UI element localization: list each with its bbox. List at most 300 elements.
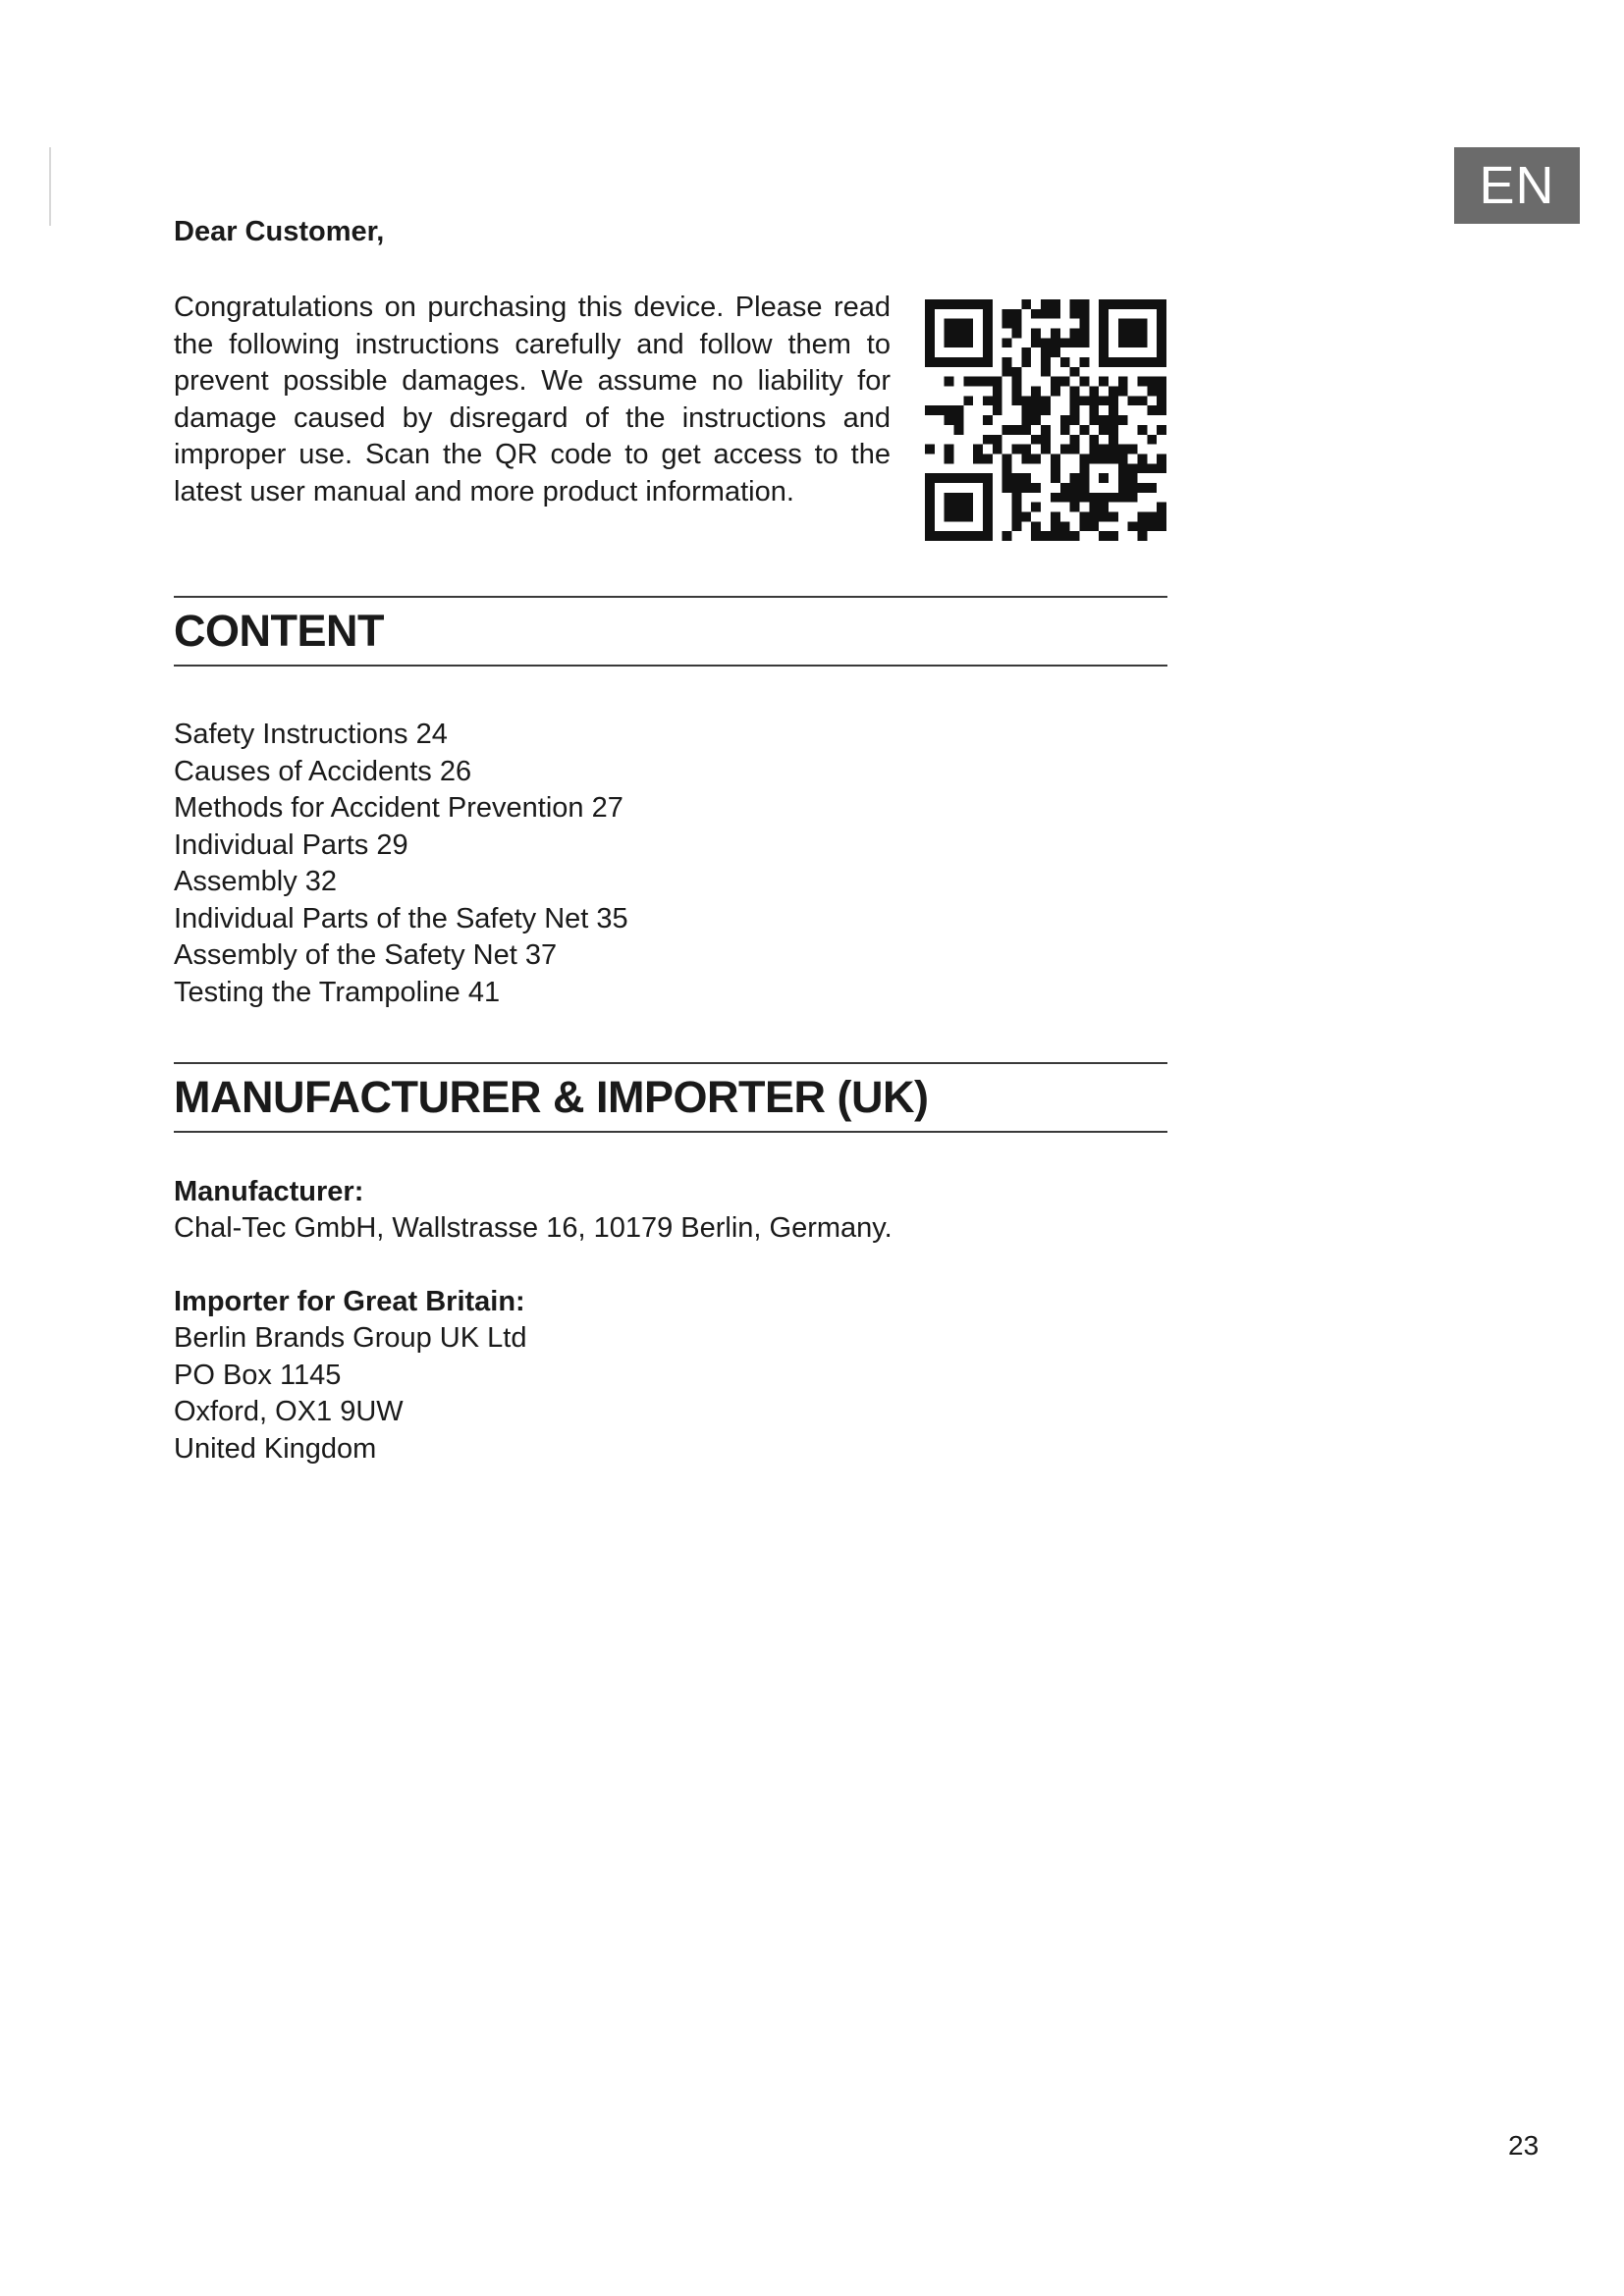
qr-module — [945, 415, 954, 425]
qr-module — [983, 396, 993, 405]
qr-module — [1060, 521, 1070, 531]
qr-module — [1079, 454, 1089, 463]
qr-module — [973, 357, 983, 367]
qr-module — [935, 357, 945, 367]
qr-module — [945, 454, 954, 463]
qr-module — [1089, 396, 1099, 405]
qr-module — [1109, 511, 1118, 521]
qr-module — [963, 531, 973, 541]
qr-module — [1137, 531, 1147, 541]
qr-module — [1128, 338, 1138, 347]
qr-module — [1157, 329, 1166, 339]
qr-module — [945, 511, 954, 521]
qr-module — [1157, 521, 1166, 531]
qr-module — [1021, 396, 1031, 405]
qr-module — [963, 338, 973, 347]
qr-module — [1051, 377, 1060, 387]
qr-module — [935, 405, 945, 415]
qr-module — [945, 377, 954, 387]
content-rule-top — [174, 596, 1167, 598]
importer-address-line: United Kingdom — [174, 1432, 377, 1465]
qr-module — [1099, 357, 1109, 367]
qr-module — [1118, 329, 1128, 339]
qr-module — [1118, 454, 1128, 463]
qr-module — [973, 445, 983, 454]
qr-module — [1021, 454, 1031, 463]
qr-module — [1109, 445, 1118, 454]
qr-module — [1118, 463, 1128, 473]
qr-module — [1079, 493, 1089, 503]
qr-module — [1031, 454, 1041, 463]
qr-module — [1137, 338, 1147, 347]
qr-module — [983, 415, 993, 425]
qr-module — [1021, 299, 1031, 309]
toc-item: Methods for Accident Prevention 27 — [174, 792, 623, 824]
qr-module — [1099, 415, 1109, 425]
qr-module — [1031, 415, 1041, 425]
qr-module — [1012, 521, 1022, 531]
qr-module — [1099, 531, 1109, 541]
qr-module — [925, 531, 935, 541]
qr-module — [1157, 396, 1166, 405]
qr-module — [1079, 309, 1089, 319]
qr-module — [963, 329, 973, 339]
qr-module — [954, 329, 964, 339]
qr-module — [1118, 483, 1128, 493]
qr-module — [1012, 329, 1022, 339]
qr-module — [1109, 454, 1118, 463]
qr-module — [983, 435, 993, 445]
qr-module — [1070, 503, 1080, 512]
greeting: Dear Customer, — [174, 216, 385, 247]
qr-module — [925, 521, 935, 531]
qr-module — [1099, 396, 1109, 405]
qr-module — [1089, 511, 1099, 521]
qr-module — [1002, 483, 1012, 493]
qr-module — [1118, 319, 1128, 329]
qr-module — [1157, 425, 1166, 435]
qr-module — [1099, 319, 1109, 329]
qr-module — [1099, 425, 1109, 435]
qr-module — [1070, 309, 1080, 319]
qr-module — [1079, 396, 1089, 405]
qr-module — [1012, 367, 1022, 377]
qr-module — [1012, 503, 1022, 512]
qr-module — [945, 329, 954, 339]
qr-module — [925, 405, 935, 415]
qr-module — [1070, 396, 1080, 405]
qr-module — [1118, 473, 1128, 483]
qr-module — [1089, 387, 1099, 397]
qr-module — [1099, 338, 1109, 347]
qr-module — [945, 531, 954, 541]
toc-item: Safety Instructions 24 — [174, 719, 448, 750]
qr-module — [1147, 387, 1157, 397]
qr-module — [1041, 396, 1051, 405]
qr-module — [1157, 503, 1166, 512]
qr-module — [1012, 511, 1022, 521]
qr-module — [1051, 299, 1060, 309]
qr-module — [1137, 357, 1147, 367]
qr-module — [993, 405, 1002, 415]
qr-module — [1070, 435, 1080, 445]
qr-module — [1021, 425, 1031, 435]
page-margin-line — [49, 147, 51, 226]
qr-module — [1157, 347, 1166, 357]
qr-module — [1070, 329, 1080, 339]
qr-module — [1118, 338, 1128, 347]
qr-module — [1070, 493, 1080, 503]
importer-label: Importer for Great Britain: — [174, 1286, 525, 1317]
qr-module — [1079, 473, 1089, 483]
qr-module — [1070, 445, 1080, 454]
qr-module — [1137, 511, 1147, 521]
qr-module — [973, 531, 983, 541]
qr-module — [1157, 309, 1166, 319]
qr-module — [954, 531, 964, 541]
qr-module — [1147, 357, 1157, 367]
qr-module — [983, 347, 993, 357]
qr-module — [1031, 387, 1041, 397]
toc-item: Assembly 32 — [174, 866, 338, 897]
qr-module — [1021, 347, 1031, 357]
qr-module — [983, 473, 993, 483]
qr-module — [963, 319, 973, 329]
qr-module — [1031, 338, 1041, 347]
qr-module — [954, 338, 964, 347]
qr-module — [1137, 454, 1147, 463]
qr-module — [1089, 503, 1099, 512]
qr-module — [1147, 299, 1157, 309]
qr-module — [983, 454, 993, 463]
qr-module — [1137, 521, 1147, 531]
qr-module — [954, 503, 964, 512]
qr-module — [1089, 445, 1099, 454]
qr-module — [983, 309, 993, 319]
intro-paragraph: Congratulations on purchasing this device. Please read the following instructions carefully and follow them to prevent possible damages. We assume no liability for damage caused by disregard of the instructions and improper use. Scan the QR code to get access to the latest user manual and more product information. — [174, 292, 891, 507]
qr-module — [1002, 531, 1012, 541]
qr-module — [1031, 521, 1041, 531]
qr-module — [1041, 309, 1051, 319]
table-of-contents — [174, 717, 628, 1011]
qr-module — [1031, 396, 1041, 405]
importer-address-line: PO Box 1145 — [174, 1359, 342, 1391]
qr-module — [1079, 299, 1089, 309]
qr-module — [925, 319, 935, 329]
qr-module — [1002, 309, 1012, 319]
qr-module — [925, 338, 935, 347]
qr-module — [1021, 357, 1031, 367]
qr-module — [1079, 425, 1089, 435]
qr-module — [935, 299, 945, 309]
qr-module — [1147, 521, 1157, 531]
qr-module — [954, 473, 964, 483]
qr-module — [935, 531, 945, 541]
toc-item: Assembly of the Safety Net 37 — [174, 939, 558, 971]
qr-module — [1128, 299, 1138, 309]
qr-module — [983, 503, 993, 512]
qr-module — [1041, 425, 1051, 435]
qr-module — [1147, 377, 1157, 387]
qr-module — [1051, 309, 1060, 319]
qr-module — [1089, 493, 1099, 503]
qr-module — [1099, 299, 1109, 309]
qr-module — [1128, 319, 1138, 329]
qr-module — [945, 357, 954, 367]
qr-module — [1079, 511, 1089, 521]
qr-module — [993, 445, 1002, 454]
qr-module — [945, 445, 954, 454]
qr-module — [1041, 531, 1051, 541]
qr-module — [1060, 483, 1070, 493]
qr-module — [1079, 338, 1089, 347]
qr-module — [1118, 415, 1128, 425]
qr-module — [1079, 357, 1089, 367]
qr-module — [1012, 396, 1022, 405]
qr-module — [983, 319, 993, 329]
qr-module — [1002, 338, 1012, 347]
qr-module — [1002, 357, 1012, 367]
qr-module — [1070, 338, 1080, 347]
qr-module — [1099, 493, 1109, 503]
qr-module — [1021, 483, 1031, 493]
qr-module — [1118, 357, 1128, 367]
qr-module — [1137, 483, 1147, 493]
qr-module — [1157, 454, 1166, 463]
qr-module — [935, 473, 945, 483]
qr-module — [1137, 377, 1147, 387]
qr-module — [973, 299, 983, 309]
qr-module — [1041, 299, 1051, 309]
qr-module — [1021, 473, 1031, 483]
importer-address-line: Oxford, OX1 9UW — [174, 1396, 404, 1427]
qr-module — [1099, 309, 1109, 319]
qr-module — [1002, 473, 1012, 483]
qr-module — [1002, 425, 1012, 435]
qr-module — [1128, 396, 1138, 405]
qr-module — [1079, 463, 1089, 473]
qr-module — [1157, 511, 1166, 521]
qr-module — [1118, 299, 1128, 309]
qr-module — [1109, 493, 1118, 503]
qr-module — [945, 493, 954, 503]
qr-module — [963, 511, 973, 521]
qr-module — [1099, 503, 1109, 512]
qr-module — [1157, 357, 1166, 367]
qr-module — [1070, 473, 1080, 483]
qr-module — [925, 357, 935, 367]
qr-module — [993, 387, 1002, 397]
qr-module — [1051, 473, 1060, 483]
qr-module — [1128, 473, 1138, 483]
qr-module — [1012, 387, 1022, 397]
qr-module — [1089, 521, 1099, 531]
qr-module — [1051, 531, 1060, 541]
page-number: 23 — [1508, 2130, 1540, 2161]
qr-module — [1021, 511, 1031, 521]
qr-module — [1012, 425, 1022, 435]
qr-module — [1031, 435, 1041, 445]
qr-module — [1099, 347, 1109, 357]
qr-module — [1137, 396, 1147, 405]
qr-module — [963, 473, 973, 483]
importer-address — [174, 1320, 526, 1468]
content-rule-bottom — [174, 665, 1167, 667]
qr-module — [945, 299, 954, 309]
qr-module — [1051, 511, 1060, 521]
qr-module — [1118, 493, 1128, 503]
toc-item: Testing the Trampoline 41 — [174, 976, 501, 1008]
qr-module — [1012, 493, 1022, 503]
qr-module — [1041, 445, 1051, 454]
qr-module — [1051, 347, 1060, 357]
qr-module — [1099, 445, 1109, 454]
qr-module — [1137, 463, 1147, 473]
qr-module — [1109, 357, 1118, 367]
qr-module — [1051, 338, 1060, 347]
qr-module — [1079, 319, 1089, 329]
qr-module — [925, 473, 935, 483]
qr-module — [1147, 511, 1157, 521]
qr-module — [973, 454, 983, 463]
qr-module — [1031, 503, 1041, 512]
qr-module — [1060, 493, 1070, 503]
qr-module — [954, 493, 964, 503]
qr-module — [1031, 531, 1041, 541]
qr-module — [983, 483, 993, 493]
toc-item: Causes of Accidents 26 — [174, 755, 472, 787]
qr-module — [993, 435, 1002, 445]
qr-module — [1002, 454, 1012, 463]
qr-module — [945, 319, 954, 329]
qr-module — [1109, 396, 1118, 405]
manufacturer-rule-bottom — [174, 1131, 1167, 1133]
qr-module — [1118, 377, 1128, 387]
qr-module — [963, 396, 973, 405]
qr-module — [1060, 357, 1070, 367]
qr-module — [1128, 357, 1138, 367]
qr-module — [1099, 454, 1109, 463]
qr-module — [1041, 338, 1051, 347]
qr-module — [1157, 463, 1166, 473]
qr-module — [1089, 415, 1099, 425]
qr-code-icon[interactable] — [925, 299, 1166, 541]
qr-module — [925, 347, 935, 357]
qr-module — [1109, 299, 1118, 309]
qr-module — [1089, 435, 1099, 445]
qr-module — [1041, 367, 1051, 377]
qr-module — [963, 377, 973, 387]
qr-module — [945, 503, 954, 512]
qr-module — [954, 425, 964, 435]
qr-module — [1002, 367, 1012, 377]
qr-module — [1109, 405, 1118, 415]
qr-module — [1060, 445, 1070, 454]
qr-module — [983, 338, 993, 347]
qr-module — [1128, 463, 1138, 473]
qr-module — [1031, 329, 1041, 339]
qr-module — [1137, 299, 1147, 309]
qr-module — [1051, 387, 1060, 397]
qr-module — [983, 511, 993, 521]
qr-module — [1157, 299, 1166, 309]
qr-module — [1070, 415, 1080, 425]
qr-module — [1051, 521, 1060, 531]
qr-module — [1031, 405, 1041, 415]
manufacturer-label: Manufacturer: — [174, 1176, 364, 1207]
qr-module — [1012, 445, 1022, 454]
qr-module — [1021, 415, 1031, 425]
qr-module — [945, 405, 954, 415]
qr-module — [925, 493, 935, 503]
qr-module — [983, 357, 993, 367]
qr-module — [1002, 463, 1012, 473]
qr-module — [973, 377, 983, 387]
qr-module — [1147, 435, 1157, 445]
qr-module — [1128, 329, 1138, 339]
qr-module — [1002, 319, 1012, 329]
qr-module — [925, 445, 935, 454]
qr-module — [925, 483, 935, 493]
qr-module — [1070, 367, 1080, 377]
toc-item: Individual Parts 29 — [174, 828, 408, 861]
qr-module — [1031, 309, 1041, 319]
qr-module — [1099, 473, 1109, 483]
qr-module — [954, 511, 964, 521]
qr-module — [925, 299, 935, 309]
qr-module — [954, 319, 964, 329]
qr-module — [954, 405, 964, 415]
qr-module — [1079, 521, 1089, 531]
qr-module — [1089, 405, 1099, 415]
qr-module — [1041, 435, 1051, 445]
qr-module — [1070, 387, 1080, 397]
qr-module — [1109, 531, 1118, 541]
qr-module — [983, 377, 993, 387]
qr-module — [1128, 483, 1138, 493]
qr-module — [1021, 445, 1031, 454]
qr-module — [1012, 473, 1022, 483]
qr-module — [1012, 377, 1022, 387]
qr-module — [1060, 377, 1070, 387]
qr-module — [945, 338, 954, 347]
qr-module — [1041, 357, 1051, 367]
qr-module — [1031, 483, 1041, 493]
qr-module — [945, 473, 954, 483]
manufacturer-heading: MANUFACTURER & IMPORTER (UK) — [174, 1072, 929, 1122]
qr-module — [1109, 435, 1118, 445]
qr-module — [1157, 338, 1166, 347]
qr-module — [1079, 483, 1089, 493]
qr-module — [1051, 329, 1060, 339]
qr-module — [1079, 377, 1089, 387]
language-badge: EN — [1454, 147, 1580, 224]
qr-module — [1060, 338, 1070, 347]
qr-module — [925, 329, 935, 339]
qr-module — [983, 299, 993, 309]
qr-module — [1109, 387, 1118, 397]
qr-module — [1012, 309, 1022, 319]
qr-module — [1041, 347, 1051, 357]
qr-module — [993, 377, 1002, 387]
qr-module — [1109, 425, 1118, 435]
content-heading: CONTENT — [174, 606, 384, 656]
qr-module — [1070, 483, 1080, 493]
qr-module — [954, 299, 964, 309]
qr-module — [1147, 463, 1157, 473]
qr-module — [1157, 387, 1166, 397]
qr-module — [1051, 454, 1060, 463]
